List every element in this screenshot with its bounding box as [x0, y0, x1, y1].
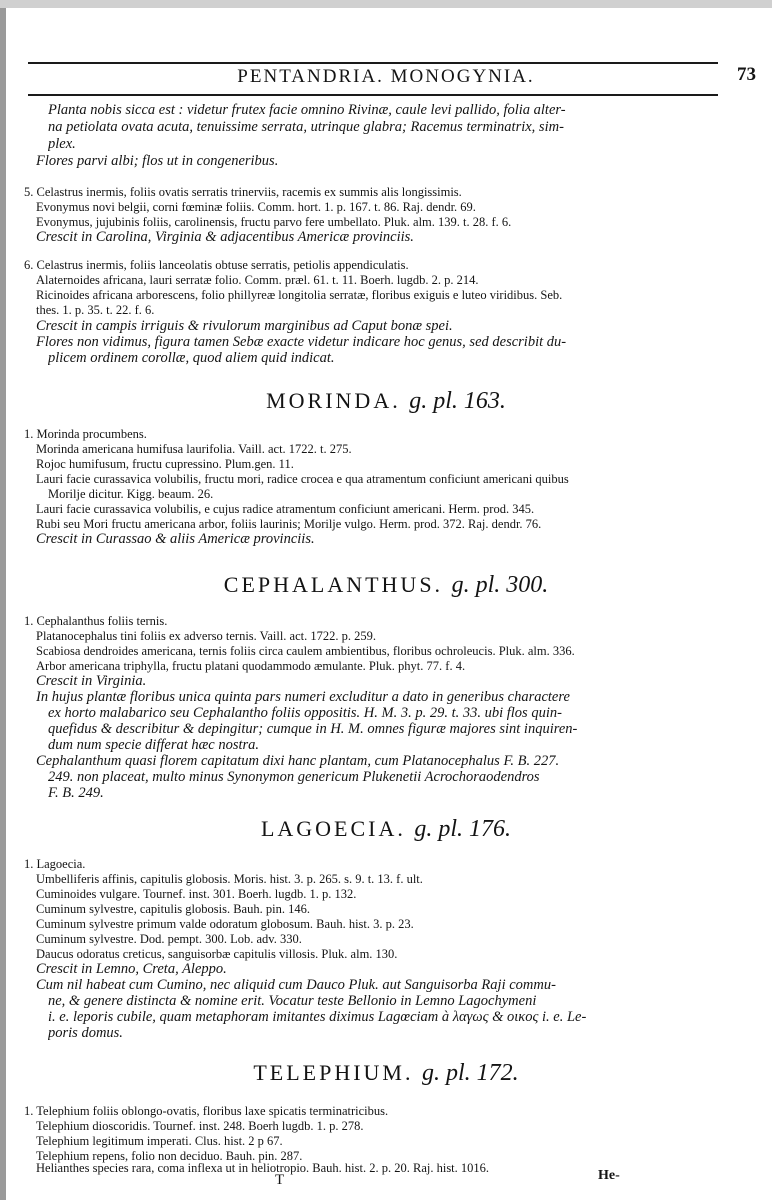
habitat-line: Crescit in campis irriguis & rivulorum marginibus ad Caput bonæ spei. [36, 318, 453, 334]
synonym-line: Evonymus novi belgii, corni fœminæ foliis. Comm. hort. 1. p. 167. t. 86. Raj. dendr. 69. [36, 200, 476, 214]
species-heading: 6. Celastrus inermis, foliis lanceolatis obtuse serratis, petiolis appendiculatis. [24, 258, 409, 272]
habitat-line: Crescit in Virginia. [36, 673, 147, 689]
synonym-line: Rubi seu Mori fructu americana arbor, foliis laurinis; Morilje vulgo. Herm. prod. 372. Raj. dendr. 76. [36, 517, 542, 531]
intro-line: Flores parvi albi; flos ut in congeneribus. [36, 153, 279, 169]
genus-name: LAGOECIA. [260, 816, 406, 841]
intro-line: na petiolata ovata acuta, tenuissime serrata, utrinque glabra; Racemus terminatrix, sim- [48, 119, 564, 135]
genus-heading-morinda [0, 388, 772, 415]
intro-line: plex. [48, 136, 76, 152]
catchword: He- [598, 1168, 620, 1183]
genus-heading-telephium [0, 1060, 772, 1087]
genus-name: TELEPHIUM. [253, 1060, 414, 1085]
synonym-line: Cuminum sylvestre, capitulis globosis. Bauh. pin. 146. [36, 902, 310, 916]
synonym-line: Umbelliferis affinis, capitulis globosis. Moris. hist. 3. p. 265. s. 9. t. 13. f. ult. [36, 872, 423, 886]
genus-heading-lagoecia [0, 816, 772, 843]
species-heading: 5. Celastrus inermis, foliis ovatis serratis trinerviis, racemis ex summis alis longissimis. [24, 185, 462, 199]
header-rule-bottom [28, 94, 718, 96]
synonym-line: Telephium dioscoridis. Tournef. inst. 248. Boerh lugdb. 1. p. 278. [36, 1119, 364, 1133]
genus-heading-cephalanthus [0, 572, 772, 599]
synonym-line: Morinda americana humifusa laurifolia. Vaill. act. 1722. t. 275. [36, 442, 352, 456]
page-edge-shadow [0, 0, 6, 1200]
note-line: dum num specie differat hæc nostra. [48, 737, 260, 753]
synonym-line: Evonymus, jujubinis foliis, carolinensis, fructu parvo fere umbellato. Pluk. alm. 139. t. 28. f. 6. [36, 215, 512, 229]
note-line: 249. non placeat, multo minus Synonymon genericum Plukenetii Acrochoraodendros [48, 769, 540, 785]
habitat-line: Crescit in Curassao & aliis Americæ provinciis. [36, 531, 315, 547]
note-line: Cum nil habeat cum Cumino, nec aliquid cum Dauco Pluk. aut Sanguisorba Raji commu- [36, 977, 556, 993]
note-line: Cephalanthum quasi florem capitatum dixi hanc plantam, cum Platanocephalus F. B. 227. [36, 753, 560, 769]
species-heading: 1. Telephium foliis oblongo-ovatis, floribus laxe spicatis terminatricibus. [24, 1104, 389, 1118]
synonym-line: Telephium repens, folio non deciduo. Bauh. pin. 287. [36, 1149, 303, 1163]
synonym-line: Scabiosa dendroides americana, ternis foliis circa caulem ambientibus, floribus ochroleucis. Pluk. alm. 336. [36, 644, 575, 658]
genus-reference: g. pl. 172. [421, 1060, 519, 1086]
intro-line: Planta nobis sicca est : videtur frutex facie omnino Rivinæ, caule levi pallido, folia alter- [48, 102, 566, 118]
note-line: poris domus. [48, 1025, 123, 1041]
header-rule-top [28, 62, 718, 64]
page-number: 73 [737, 64, 756, 85]
habitat-line: Crescit in Lemno, Creta, Aleppo. [36, 961, 227, 977]
synonym-line: Morilje dicitur. Kigg. beaum. 26. [48, 487, 214, 501]
species-heading: 1. Lagoecia. [24, 857, 86, 871]
synonym-line: Cuminum sylvestre primum valde odoratum globosum. Bauh. hist. 3. p. 23. [36, 917, 414, 931]
note-line: In hujus plantæ floribus unica quinta pars numeri excluditur a dato in generibus charactere [36, 689, 570, 705]
genus-reference: g. pl. 300. [451, 572, 549, 598]
running-head: PENTANDRIA. MONOGYNIA. [237, 66, 535, 87]
synonym-line: Cuminoides vulgare. Tournef. inst. 301. Boerh. lugdb. 1. p. 132. [36, 887, 357, 901]
species-heading: 1. Cephalanthus foliis ternis. [24, 614, 168, 628]
synonym-line: Alaternoides africana, lauri serratæ folio. Comm. præl. 61. t. 11. Boerh. lugdb. 2. p. 214. [36, 273, 479, 287]
note-line: ne, & genere distincta & nomine erit. Vocatur teste Bellonio in Lemno Lagochymeni [48, 993, 537, 1009]
synonym-line: Telephium legitimum imperati. Clus. hist. 2 p 67. [36, 1134, 283, 1148]
note-line: ex horto malabarico seu Cephalantho foliis oppositis. H. M. 3. p. 29. t. 33. ubi flos quin- [48, 705, 562, 721]
species-heading: 1. Morinda procumbens. [24, 427, 147, 441]
genus-reference: g. pl. 176. [414, 816, 512, 842]
genus-name: MORINDA. [266, 388, 401, 413]
note-line: Flores non vidimus, figura tamen Sebæ exacte videtur indicare hoc genus, sed describit du- [36, 334, 567, 350]
synonym-line: Helianthes species rara, coma inflexa ut in heliotropio. Bauh. hist. 2. p. 20. Raj. hist. 1016. [36, 1161, 490, 1175]
note-line: i. e. leporis cubile, quam metaphoram imitantes diximus Lagœciam à λαγως & οικος i. e. Le- [48, 1009, 587, 1025]
synonym-line: Ricinoides africana arborescens, folio phillyreæ longitolia serratæ, floribus exiguis e luteo viridibus. Seb. [36, 288, 563, 302]
habitat-line: Crescit in Carolina, Virginia & adjacentibus Americæ provinciis. [36, 229, 414, 245]
genus-reference: g. pl. 163. [409, 388, 506, 414]
signature-mark: T [275, 1172, 285, 1188]
synonym-line: thes. 1. p. 35. t. 22. f. 6. [36, 303, 155, 317]
synonym-line: Platanocephalus tini foliis ex adverso ternis. Vaill. act. 1722. p. 259. [36, 629, 376, 643]
synonym-line: Lauri facie curassavica volubilis, e cujus radice atramentum conficiunt americani. Herm. prod. 345. [36, 502, 535, 516]
genus-name: CEPHALANTHUS. [223, 572, 444, 597]
note-line: plicem ordinem corollæ, quod aliem quid indicat. [48, 350, 335, 366]
synonym-line: Lauri facie curassavica volubilis, fructu mori, radice crocea e qua atramentum conficiunt americani quibus [36, 472, 569, 486]
page-top-edge [0, 0, 772, 8]
synonym-line: Cuminum sylvestre. Dod. pempt. 300. Lob. adv. 330. [36, 932, 302, 946]
synonym-line: Daucus odoratus creticus, sanguisorbæ capitulis villosis. Pluk. alm. 130. [36, 947, 398, 961]
synonym-line: Arbor americana triphylla, fructu platani quodammodo æmulante. Pluk. phyt. 77. f. 4. [36, 659, 466, 673]
note-line: F. B. 249. [48, 785, 104, 801]
note-line: quefidus & describitur & depingitur; cumque in H. M. omnes figuræ majores sint inquiren- [48, 721, 578, 737]
synonym-line: Rojoc humifusum, fructu cupressino. Plum.gen. 11. [36, 457, 294, 471]
